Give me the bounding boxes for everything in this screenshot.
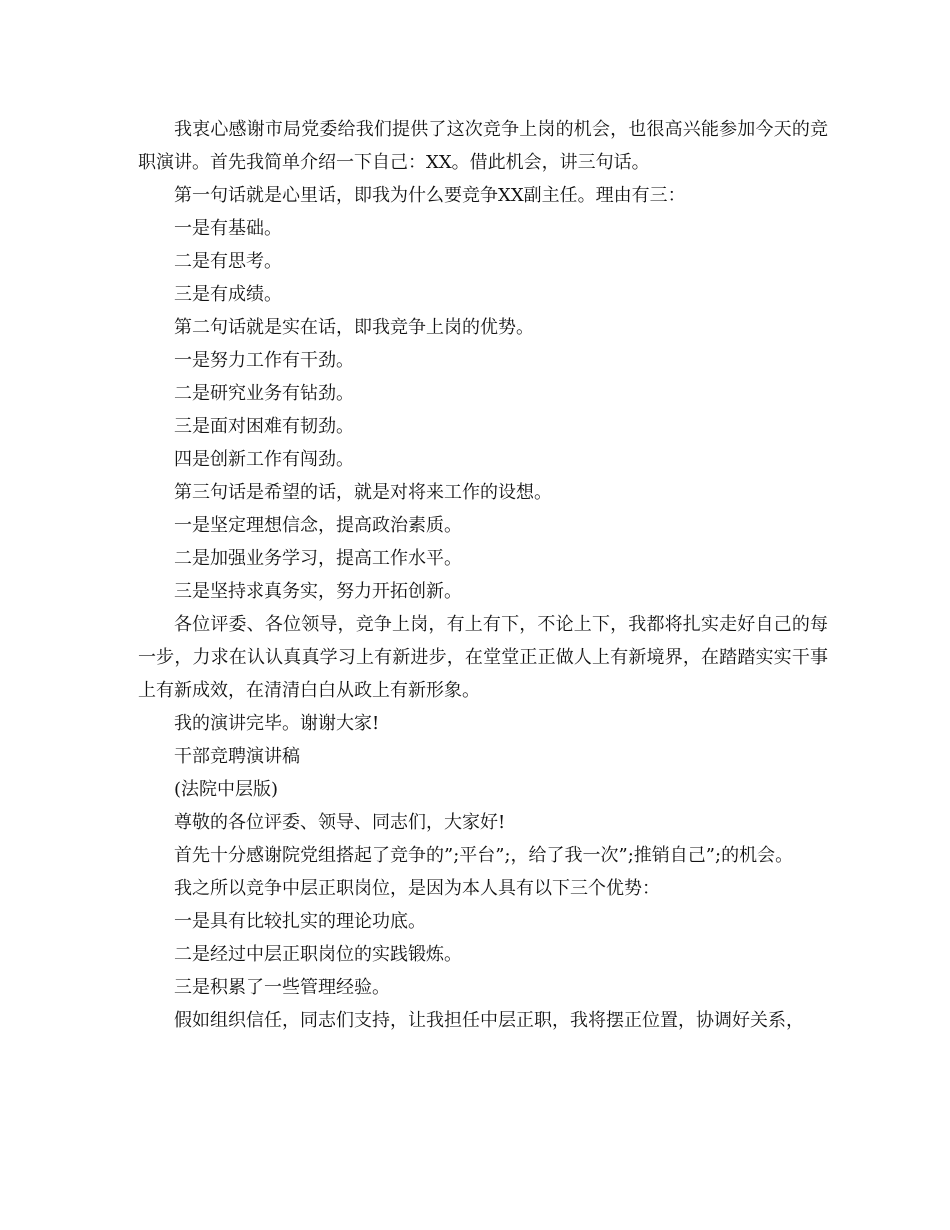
paragraph: 二是研究业务有钻劲。 xyxy=(174,383,354,404)
paragraph: 二是有思考。 xyxy=(174,251,282,272)
paragraph: (法院中层版) xyxy=(174,779,279,800)
paragraph: 三是积累了一些管理经验。 xyxy=(174,977,390,998)
paragraph: 一是有基础。 xyxy=(174,218,282,239)
paragraph: 三是坚持求真务实，努力开拓创新。 xyxy=(174,581,462,602)
paragraph: 首先十分感谢院党组搭起了竞争的”;平台”;，给了我一次”;推销自己”;的机会。 xyxy=(174,845,794,866)
paragraph: 第三句话是希望的话，就是对将来工作的设想。 xyxy=(174,482,552,503)
paragraph: 三是面对困难有韧劲。 xyxy=(174,416,354,437)
paragraph: 第二句话就是实在话，即我竞争上岗的优势。 xyxy=(174,317,534,338)
paragraph: 假如组织信任，同志们支持，让我担任中层正职，我将摆正位置，协调好关系， xyxy=(174,1010,804,1031)
paragraph: 各位评委、各位领导，竞争上岗，有上有下，不论上下，我都将扎实走好自己的每一步，力求在认认真真学习上有新进步，在堂堂正正做人上有新境界，在踏踏实实干事上有新成效，在清清白白从政上有新形象。 xyxy=(138,614,828,701)
paragraph: 二是经过中层正职岗位的实践锻炼。 xyxy=(174,944,462,965)
paragraph: 一是具有比较扎实的理论功底。 xyxy=(174,911,426,932)
paragraph: 我的演讲完毕。谢谢大家! xyxy=(174,713,380,734)
paragraph: 二是加强业务学习，提高工作水平。 xyxy=(174,548,462,569)
paragraph: 我之所以竞争中层正职岗位，是因为本人具有以下三个优势： xyxy=(174,878,660,899)
paragraph: 干部竞聘演讲稿 xyxy=(174,746,300,767)
paragraph: 三是有成绩。 xyxy=(174,284,282,305)
paragraph: 四是创新工作有闯劲。 xyxy=(174,449,354,470)
paragraph: 我衷心感谢市局党委给我们提供了这次竞争上岗的机会，也很高兴能参加今天的竞职演讲。首先我简单介绍一下自己：XX。借此机会，讲三句话。 xyxy=(138,119,828,173)
paragraph: 一是努力工作有干劲。 xyxy=(174,350,354,371)
paragraph: 一是坚定理想信念，提高政治素质。 xyxy=(174,515,462,536)
paragraph: 第一句话就是心里话，即我为什么要竞争XX副主任。理由有三： xyxy=(174,185,686,206)
document-page xyxy=(138,113,828,1037)
paragraph: 尊敬的各位评委、领导、同志们，大家好! xyxy=(174,812,506,833)
